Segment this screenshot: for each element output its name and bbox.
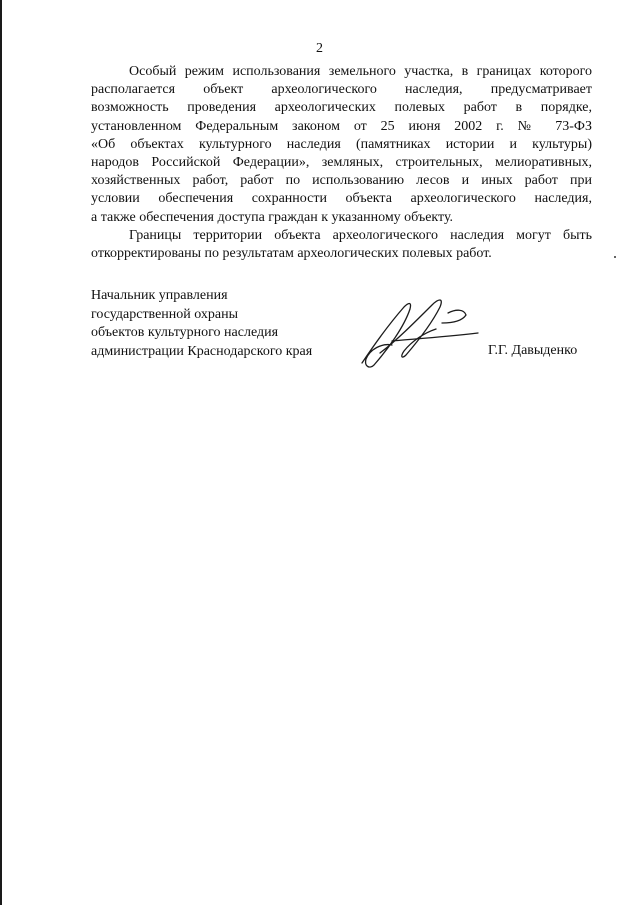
signatory-name: Г.Г. Давыденко (488, 343, 578, 358)
document-body (91, 63, 592, 263)
signatory-title-line: государственной охраны (91, 306, 239, 322)
scan-speck (614, 256, 616, 258)
paragraph-line: «Об объектах культурного наследия (памятниках истории и культуры) (91, 136, 592, 152)
signatory-title-line: администрации Краснодарского края (91, 343, 313, 359)
paragraph-line: располагается объект археологического наследия, предусматривает (91, 82, 592, 98)
paragraph-boundaries (91, 227, 592, 263)
paragraph-line: Особый режим использования земельного участка, в границах которого (129, 64, 592, 79)
paragraph-line: откорректированы по результатам археологических полевых работ. (91, 246, 492, 262)
paragraph-line: условии обеспечения сохранности объекта археологического наследия, (91, 191, 592, 207)
paragraph-line: Границы территории объекта археологического наследия могут быть (129, 227, 592, 243)
page-number: 2 (316, 41, 323, 56)
paragraph-line: возможность проведения археологических полевых работ в порядке, (91, 100, 592, 116)
signatory-title-line: объектов культурного наследия (91, 325, 279, 340)
paragraph-line: а также обеспечения доступа граждан к указанному объекту. (91, 209, 454, 225)
paragraph-land-use-regime (91, 63, 592, 227)
scan-edge-rule (0, 0, 2, 905)
paragraph-line: установленном Федеральным законом от 25 июня 2002 г. № 73-ФЗ (91, 118, 592, 134)
handwritten-signature (352, 293, 480, 373)
signatory-title-line: Начальник управления (91, 288, 228, 303)
paragraph-line: хозяйственных работ, работ по использованию лесов и иных работ при (91, 173, 592, 189)
signatory-title (91, 287, 312, 361)
paragraph-line: народов Российской Федерации», земляных, строительных, мелиоративных, (91, 155, 592, 171)
